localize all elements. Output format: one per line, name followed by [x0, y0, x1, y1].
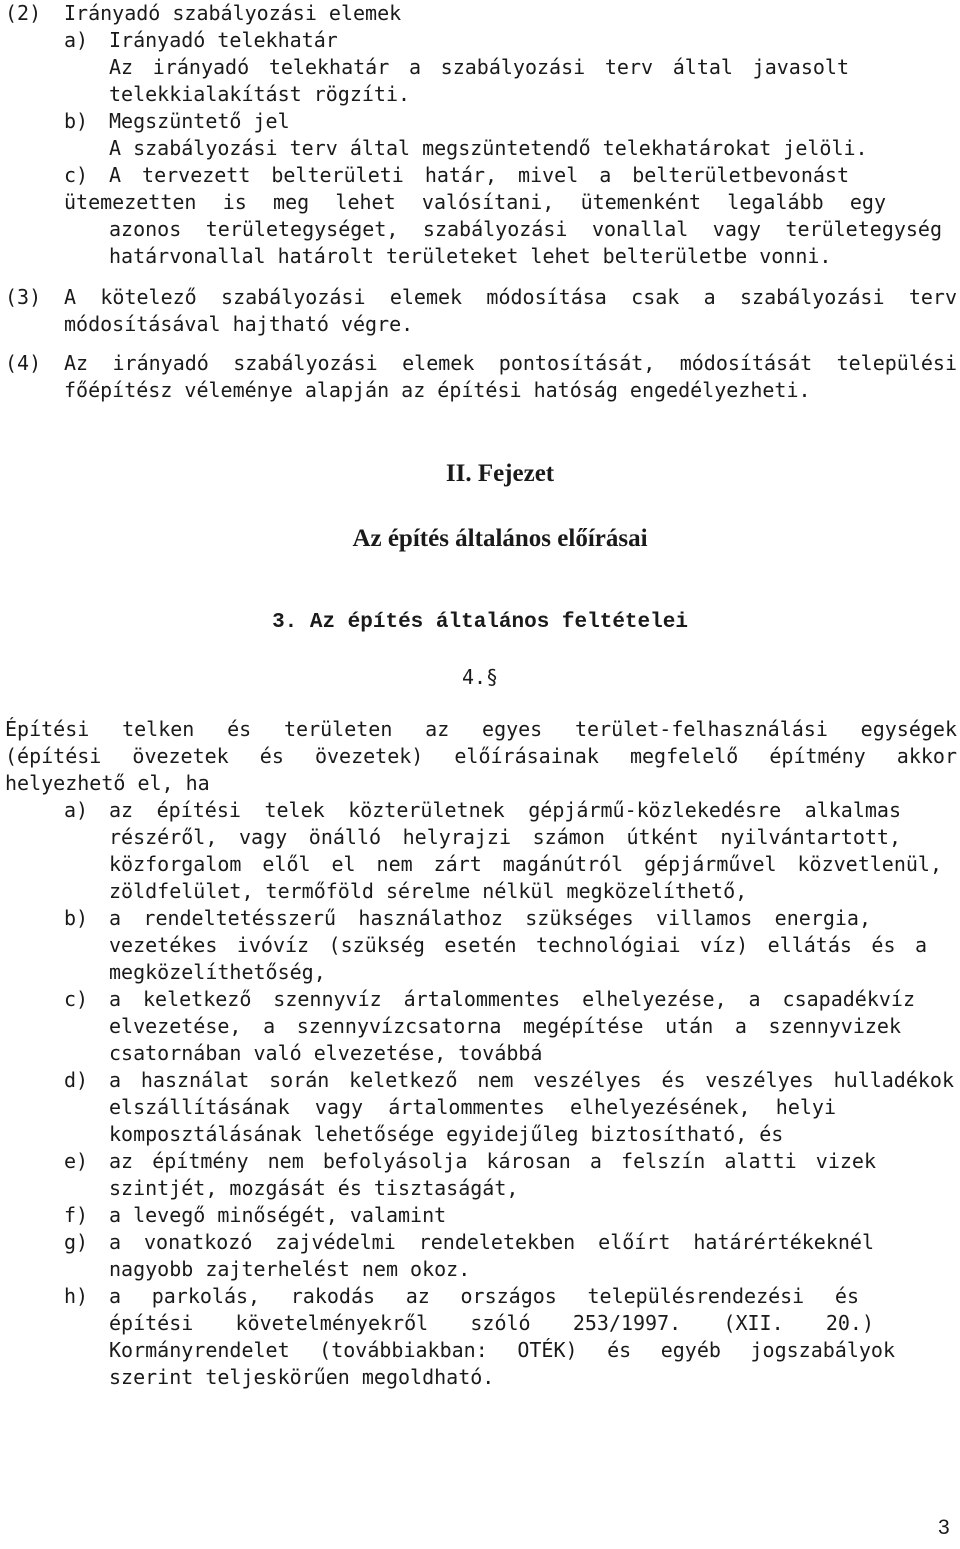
list-item-text-line: szintjét, mozgását és tisztaságát,: [109, 1176, 519, 1200]
item-a-title: Irányadó telekhatár: [109, 28, 338, 52]
item-b-label: b): [64, 109, 89, 133]
item-c-text-line: azonos területegységet, szabályozási vonallal vagy területegység: [109, 217, 942, 241]
item-b-title: Megszüntető jel: [109, 109, 290, 133]
list-item-text-line: közforgalom elől el nem zárt magánútról gépjárművel közvetlenül,: [109, 852, 942, 876]
item-a-text-line: telekkialakítást rögzíti.: [109, 82, 411, 106]
section-3-number: (3): [5, 285, 42, 309]
section-4-text-line: Az irányadó szabályozási elemek pontosítását, módosítását települési: [64, 351, 957, 375]
list-item-text-line: elszállításának vagy ártalommentes elhelyezésének, helyi: [109, 1095, 836, 1119]
section-4-text-line: főépítész véleménye alapján az építési hatóság engedélyezheti.: [64, 378, 811, 402]
list-item-text-line: szerint teljeskörűen megoldható.: [109, 1365, 495, 1389]
intro-text-line: (építési övezetek és övezetek) előírásainak megfelelő építmény akkor: [5, 744, 957, 768]
list-item-text-line: a levegő minőségét, valamint: [109, 1203, 447, 1227]
section-2-title: Irányadó szabályozási elemek: [64, 1, 402, 25]
page-number: 3: [938, 1516, 950, 1539]
paragraph-number: 4.§: [461, 665, 499, 689]
list-item-text-line: Kormányrendelet (továbbiakban: OTÉK) és egyéb jogszabályok: [109, 1338, 895, 1362]
list-item-text-line: részéről, vagy önálló helyrajzi számon útként nyilvántartott,: [109, 825, 901, 849]
list-item-text-line: megközelíthetőség,: [109, 960, 326, 984]
item-c-text-line: határvonallal határolt területeket lehet belterületbe vonni.: [109, 244, 832, 268]
item-a-text-line: Az irányadó telekhatár a szabályozási terv által javasolt: [109, 55, 849, 79]
list-item-g-label: g): [64, 1230, 89, 1254]
list-item-text-line: zöldfelület, termőföld sérelme nélkül megközelíthető,: [109, 879, 748, 903]
list-item-text-line: komposztálásának lehetősége egyidejűleg biztosítható, és: [109, 1122, 784, 1146]
list-item-text-line: a parkolás, rakodás az országos településrendezési és: [109, 1284, 859, 1308]
chapter-title: Az építés általános előírásai: [352, 525, 648, 552]
item-a-label: a): [64, 28, 89, 52]
section-3-text-line: A kötelező szabályozási elemek módosítása csak a szabályozási terv: [64, 285, 957, 309]
list-item-text-line: az építési telek közterületnek gépjármű-közlekedésre alkalmas: [109, 798, 901, 822]
list-item-text-line: nagyobb zajterhelést nem okoz.: [109, 1257, 471, 1281]
section-2-number: (2): [5, 1, 42, 25]
list-item-text-line: építési követelményekről szóló 253/1997. (XII. 20.): [109, 1311, 874, 1335]
subsection-title: 3. Az építés általános feltételei: [272, 611, 688, 634]
list-item-text-line: a keletkező szennyvíz ártalommentes elhelyezése, a csapadékvíz: [109, 987, 915, 1011]
list-item-b-label: b): [64, 906, 89, 930]
list-item-f-label: f): [64, 1203, 89, 1227]
list-item-e-label: e): [64, 1149, 89, 1173]
intro-text-line: helyezhető el, ha: [5, 771, 210, 795]
list-item-text-line: az építmény nem befolyásolja károsan a felszín alatti vizek: [109, 1149, 876, 1173]
item-c-text-line: ütemezetten is meg lehet valósítani, ütemenként legalább egy: [64, 190, 886, 214]
list-item-d-label: d): [64, 1068, 89, 1092]
list-item-text-line: a rendeltetésszerű használathoz szükséges villamos energia,: [109, 906, 871, 930]
item-b-text-line: A szabályozási terv által megszüntetendő telekhatárokat jelöli.: [109, 136, 868, 160]
list-item-text-line: csatornában való elvezetése, továbbá: [109, 1041, 543, 1065]
intro-text-line: Építési telken és területen az egyes terület-felhasználási egységek: [5, 717, 957, 741]
section-4-number: (4): [5, 351, 42, 375]
list-item-a-label: a): [64, 798, 89, 822]
list-item-text-line: a vonatkozó zajvédelmi rendeletekben előírt határértékeknél: [109, 1230, 874, 1254]
list-item-text-line: vezetékes ivóvíz (szükség esetén technológiai víz) ellátás és a: [109, 933, 927, 957]
list-item-h-label: h): [64, 1284, 89, 1308]
item-c-text-line: A tervezett belterületi határ, mivel a belterületbevonást: [109, 163, 849, 187]
chapter-number: II. Fejezet: [445, 460, 555, 487]
section-3-text-line: módosításával hajtható végre.: [64, 312, 414, 336]
list-item-c-label: c): [64, 987, 89, 1011]
item-c-label: c): [64, 163, 89, 187]
list-item-text-line: elvezetése, a szennyvízcsatorna megépítése után a szennyvizek: [109, 1014, 901, 1038]
list-item-text-line: a használat során keletkező nem veszélyes és veszélyes hulladékok: [109, 1068, 954, 1092]
